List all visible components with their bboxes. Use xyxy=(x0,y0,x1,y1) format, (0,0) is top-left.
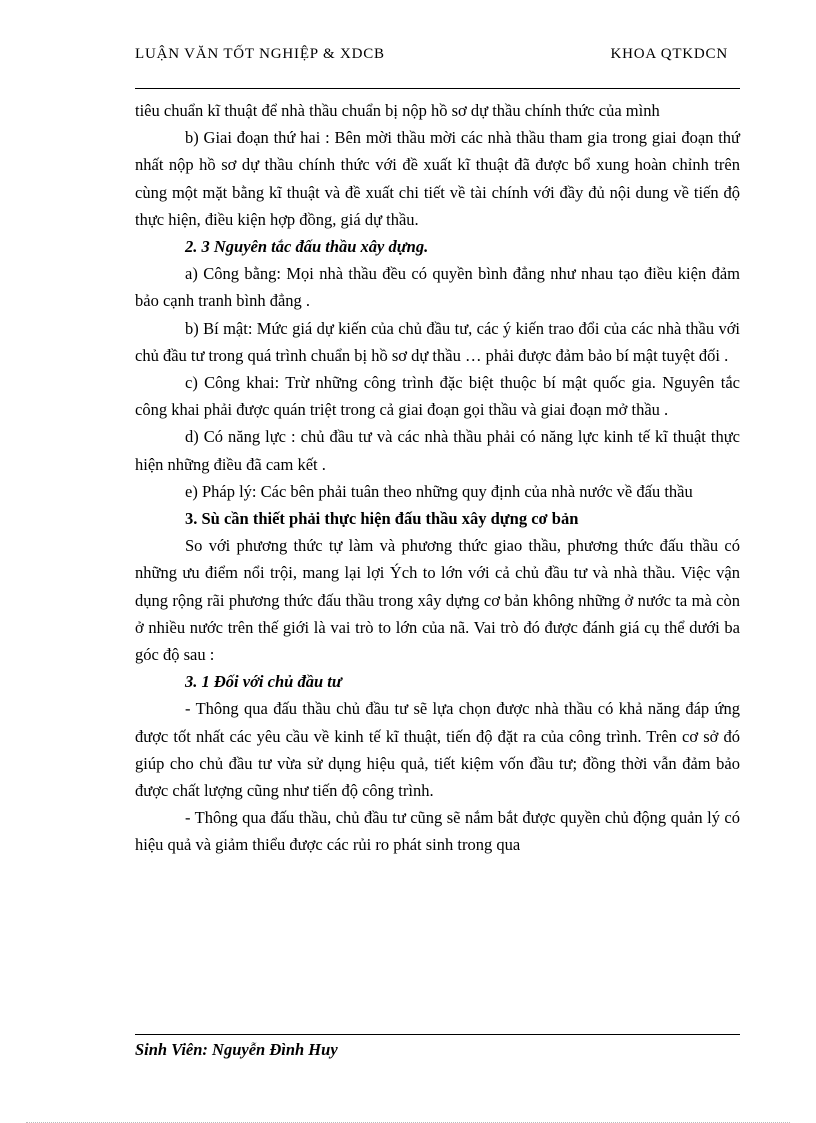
paragraph: - Thông qua đấu thầu chủ đầu tư sẽ lựa chọn được nhà thầu có khả năng đáp ứng được tốt nhất các yêu cầu về kinh tế kĩ thuật, tiến độ đặt ra của công trình. Trên cơ sở đó giúp cho chủ đầu tư vừa sử dụng hiệu quả, tiết kiệm vốn đầu tư; đồng thời vẫn đảm bảo được chất lượng cũng như tiến độ công trình. xyxy=(135,699,740,801)
paragraph: b) Bí mật: Mức giá dự kiến của chủ đầu tư, các ý kiến trao đổi của các nhà thầu với chủ đầu tư trong quá trình chuẩn bị hồ sơ dự thầu … phải được đảm bảo bí mật tuyệt đối . xyxy=(135,318,740,365)
paragraph-continuation: tiêu chuẩn kĩ thuật để nhà thầu chuẩn bị nộp hồ sơ dự thầu chính thức của mình xyxy=(135,101,660,120)
header-right-title: KHOA QTKDCN xyxy=(610,46,728,62)
subsection-heading: 3. 1 Đối với chủ đầu tư xyxy=(185,672,342,692)
section-heading: 2. 3 Nguyên tắc đấu thầu xây dựng. xyxy=(185,237,429,257)
paragraph: e) Pháp lý: Các bên phải tuân theo những quy định của nhà nước về đấu thầu xyxy=(185,481,693,501)
paragraph: c) Công khai: Trừ những công trình đặc biệt thuộc bí mật quốc gia. Nguyên tắc công khai phải được quán triệt trong cả giai đoạn gọi thầu và giai đoạn mở thầu . xyxy=(135,373,740,420)
paragraph: a) Công bằng: Mọi nhà thầu đều có quyền bình đẳng như nhau tạo điều kiện đảm bảo cạnh tranh bình đẳng . xyxy=(135,264,740,311)
paragraph: So với phương thức tự làm và phương thức giao thầu, phương thức đấu thầu có những ưu điểm nổi trội, mang lại lợi Ých to lớn với cả chủ đầu tư và nhà thầu. Việc vận dụng rộng rãi phương thức đấu thầu trong xây dựng cơ bản không những ở nước ta mà còn ở nhiều nước trên thế giới là vai trò to lớn của nã. Vai trò đó được đánh giá cụ thể dưới ba góc độ sau : xyxy=(135,536,740,665)
header-left-title: LUẬN VĂN TỐT NGHIỆP & XDCB xyxy=(135,46,385,62)
footer-author: Sinh Viên: Nguyễn Đình Huy xyxy=(135,1040,338,1059)
paragraph: b) Giai đoạn thứ hai : Bên mời thầu mời các nhà thầu tham gia trong giai đoạn thứ nhất nộp hồ sơ dự thầu chính thức với đề xuất kĩ thuật đã được bổ xung hoàn chỉnh trên cùng một mặt bằng kĩ thuật và đề xuất chi tiết về tài chính với đầy đủ nội dung về tiến độ thực hiện, điều kiện hợp đồng, giá dự thầu. xyxy=(135,128,740,229)
paragraph: - Thông qua đấu thầu, chủ đầu tư cũng sẽ nắm bắt được quyền chủ động quản lý có hiệu quả và giảm thiểu được các rủi ro phát sinh trong qua xyxy=(135,808,740,855)
paragraph: d) Có năng lực : chủ đầu tư và các nhà thầu phải có năng lực kinh tế kĩ thuật thực hiện những điều đã cam kết . xyxy=(135,427,740,474)
header-divider xyxy=(135,88,740,89)
footer-divider xyxy=(135,1034,740,1035)
section-heading: 3. Sù cần thiết phải thực hiện đấu thầu xây dựng cơ bản xyxy=(185,509,579,529)
document-body xyxy=(135,97,740,859)
